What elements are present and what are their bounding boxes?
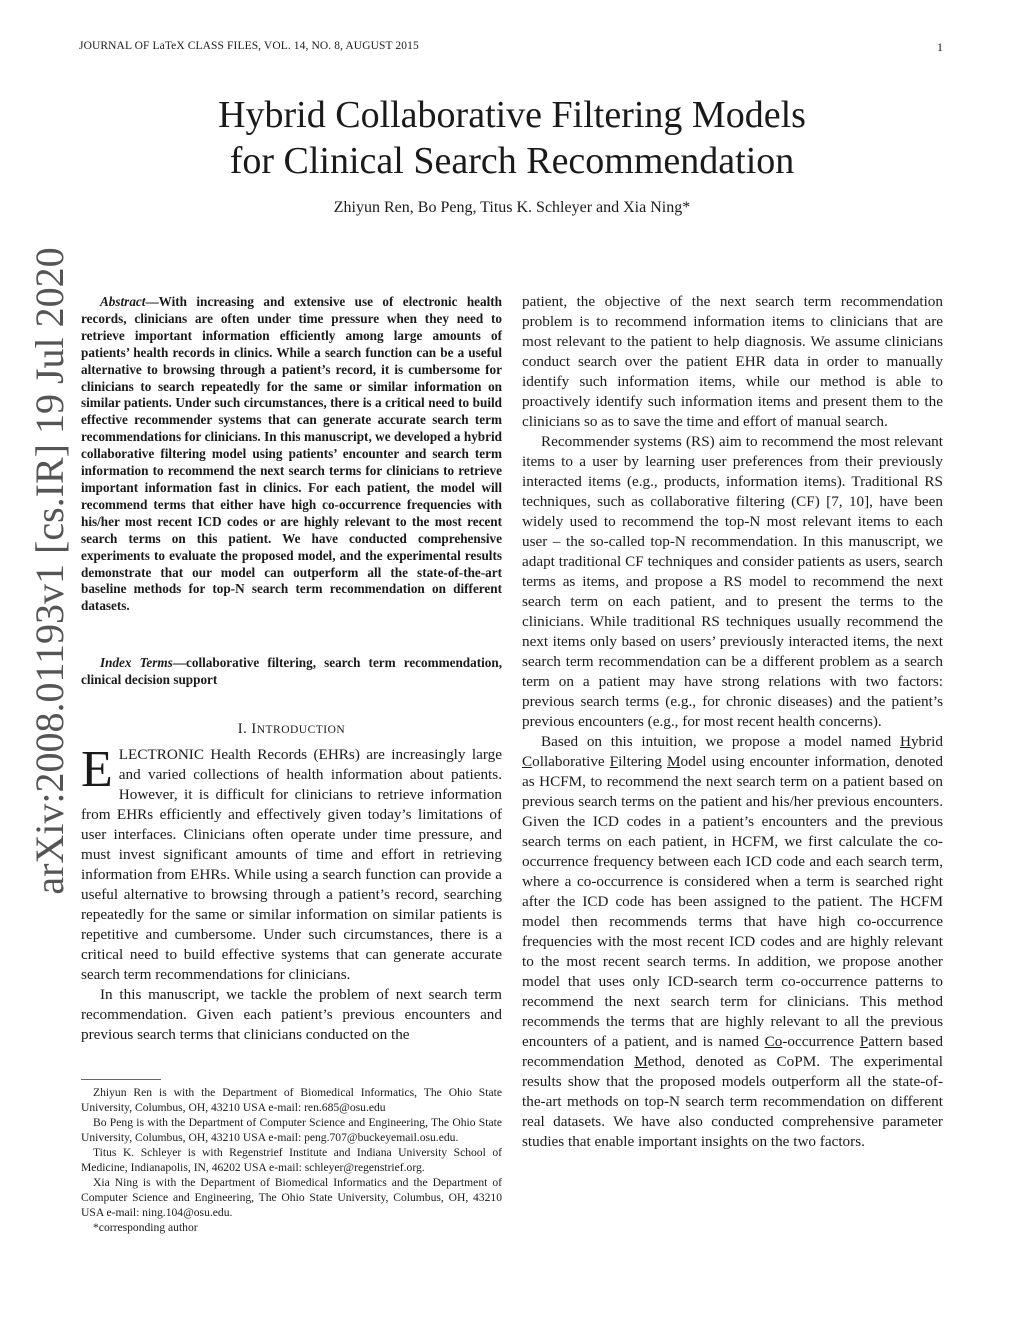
acronym-letter-c: C bbox=[522, 753, 533, 770]
title-line-1: Hybrid Collaborative Filtering Models bbox=[218, 94, 806, 136]
index-terms-lead: Index Terms bbox=[100, 655, 173, 670]
abstract-text: —With increasing and extensive use of electronic health records, clinicians are often under time pressure when they need to retrieve important information efficiently among large amounts of patients’ health records in clinics. While a search function can be a useful alternative to browsing through a patient’s record, it is cumbersome for clinicians to search repeatedly for the same or similar information on similar patients. Under such circumstances, there is a critical need to build effective recommender systems that can generate accurate search term recommendations for clinicians. In this manuscript, we developed a hybrid collaborative filtering model using patients’ encounter and search term information to recommend the next search terms for clinicians to retrieve important information fast in clinics. For each patient, the model will recommend terms that either have high co-occurrence frequencies with his/her most recent ICD codes or are highly relevant to the most recent search terms on this patient. We have conducted comprehensive experiments to evaluate the proposed model, and the experimental results demonstrate that our model can outperform all the state-of-the-art baseline methods for top-N search term recommendation on different datasets. bbox=[81, 294, 502, 614]
paper-title bbox=[150, 92, 874, 184]
acronym-letter-h: H bbox=[899, 733, 911, 750]
footnote-rule bbox=[81, 1079, 161, 1080]
page-number: 1 bbox=[937, 40, 943, 54]
right-column bbox=[522, 292, 943, 1152]
acronym-letter-p: P bbox=[859, 1033, 869, 1050]
acronym-letter-m2: M bbox=[634, 1053, 648, 1070]
p3-text-pat: attern based recommendation bbox=[522, 1033, 943, 1070]
footnote-item: *corresponding author bbox=[93, 1221, 198, 1234]
footnote-item: Zhiyun Ren is with the Department of Biomedical Informatics, The Ohio State University, Columbus, OH, 43210 USA e-mail: ren.685@osu.edu bbox=[81, 1086, 502, 1114]
acronym-letter-f: F bbox=[609, 753, 619, 770]
p3-text-d: ollaborative bbox=[532, 753, 610, 770]
section-title-rest: NTRODUCTION bbox=[256, 724, 346, 736]
abstract-lead: Abstract bbox=[100, 294, 146, 309]
intro-p1-text: LECTRONIC Health Records (EHRs) are increasingly large and varied collections of health information about patients. However, it is difficult for clinicians to retrieve information from EHRs efficiently and effectively given today’s limitations of user interfaces. Clinicians often operate under time pressure, and must invest significant amounts of time and effort in retrieving information from EHRs. While using a search function can provide a useful alternative to browsing through a patient’s record, searching repeatedly for the same or similar information on similar patients is repetitive and cumbersome. Under such circumstances, there is a critical need to build effective systems that can generate accurate search term recommendations for clinicians. bbox=[81, 746, 502, 983]
abstract bbox=[81, 294, 502, 615]
arxiv-stamp[interactable]: arXiv:2008.01193v1 [cs.IR] 19 Jul 2020 bbox=[27, 247, 72, 895]
p3-text-b: ybrid bbox=[910, 733, 943, 750]
acronym-letters-co: Co bbox=[764, 1033, 783, 1050]
p3-text-occ: -occurrence bbox=[782, 1033, 860, 1050]
intro-paragraph-1 bbox=[81, 741, 502, 985]
footnote-item: Titus K. Schleyer is with Regenstrief Institute and Indiana University School of Medicine, Indianapolis, IN, 46202 USA e-mail: schleyer@regenstrief.org. bbox=[81, 1146, 502, 1174]
section-heading bbox=[81, 721, 502, 738]
acronym-letter-m: M bbox=[666, 753, 681, 770]
footnotes bbox=[81, 1085, 502, 1235]
index-terms bbox=[81, 655, 502, 689]
footnote-item: Bo Peng is with the Department of Computer Science and Engineering, The Ohio State University, Columbus, OH, 43210 USA e-mail: peng.707@buckeyemail.osu.edu. bbox=[81, 1116, 502, 1144]
p3-text-e: odel using encounter information, denoted as HCFM, to recommend the next search term on a patient based on previous search terms on the patient and his/her previous encounters. Given the ICD codes in a patient’s encounters and the previous search terms on each patient, in HCFM, we first calculate the co-occurrence frequency between each ICD code and each search term, where a co-occurrence is considered when a term is searched right after the ICD code has been assigned to the patient. The HCFM model then recommends terms that have high co-occurrence frequencies with the most recent ICD codes and are highly relevant to the most recent search terms. In addition, we propose another model that uses only ICD-search term co-occurrence patterns to recommend the next search term for clinicians. This method recommends the terms that are highly relevant to all the previous encounters of a patient, and is named bbox=[522, 753, 943, 1050]
right-paragraph-3 bbox=[522, 732, 943, 1152]
title-line-2: for Clinical Search Recommendation bbox=[229, 140, 795, 182]
intro-paragraph-2: In this manuscript, we tackle the problem of next search term recommendation. Given each patient’s previous encounters and previous search terms that clinicians conducted on the bbox=[81, 986, 502, 1043]
section-title-initial: I bbox=[251, 721, 257, 737]
introduction-body bbox=[81, 741, 502, 1045]
p3-text-a: Based on this intuition, we propose a model named bbox=[541, 733, 900, 750]
index-terms-text: —collaborative filtering, search term recommendation, clinical decision support bbox=[81, 655, 502, 687]
right-paragraph-1: patient, the objective of the next search term recommendation problem is to recommend information items to clinicians that are most relevant to the patient to help diagnosis. We assume clinicians conduct search over the patient EHR data in order to manually identify such information items, while our method is able to proactively identify such information items and present them to the clinicians so as to save the time and effort of manual search. bbox=[522, 293, 943, 430]
p3-text-g: iltering bbox=[618, 753, 667, 770]
running-header: JOURNAL OF LaTeX CLASS FILES, VOL. 14, NO. 8, AUGUST 2015 bbox=[79, 40, 419, 52]
right-paragraph-2: Recommender systems (RS) aim to recommend the most relevant items to a user by learning user preferences from their previously interacted items (e.g., products, information items). Traditional RS techniques, such as collaborative filtering (CF) [7, 10], have been widely used to recommend the top-N most relevant items to each user – the so-called top-N recommendation. In this manuscript, we adapt traditional CF techniques and consider patients as users, search terms as items, and propose a RS model to recommend the next search term on each patient, and to present the terms to the clinicians. While traditional RS techniques usually recommend the next items only based on users’ previously interacted items, the next search term recommendation can be a different problem as a search term on a patient may have strong relations with two factors: previous search terms (e.g., for chronic diseases) and the patient’s previous encounters (e.g., for most recent health concerns). bbox=[522, 433, 943, 730]
p3-text-tail: ethod, denoted as CoPM. The experimental results show that the proposed models outperform all the state-of-the-art methods on top-N search term recommendation on different real datasets. We have also conducted comprehensive parameter studies that enable important insights on the two factors. bbox=[522, 1053, 943, 1150]
footnote-item: Xia Ning is with the Department of Biomedical Informatics and the Department of Computer Science and Engineering, The Ohio State University, Columbus, OH, 43210 USA e-mail: ning.104@osu.edu. bbox=[81, 1176, 502, 1219]
section-number: I. bbox=[237, 721, 248, 737]
author-list: Zhiyun Ren, Bo Peng, Titus K. Schleyer and Xia Ning* bbox=[333, 199, 691, 216]
drop-cap: E bbox=[81, 741, 113, 798]
